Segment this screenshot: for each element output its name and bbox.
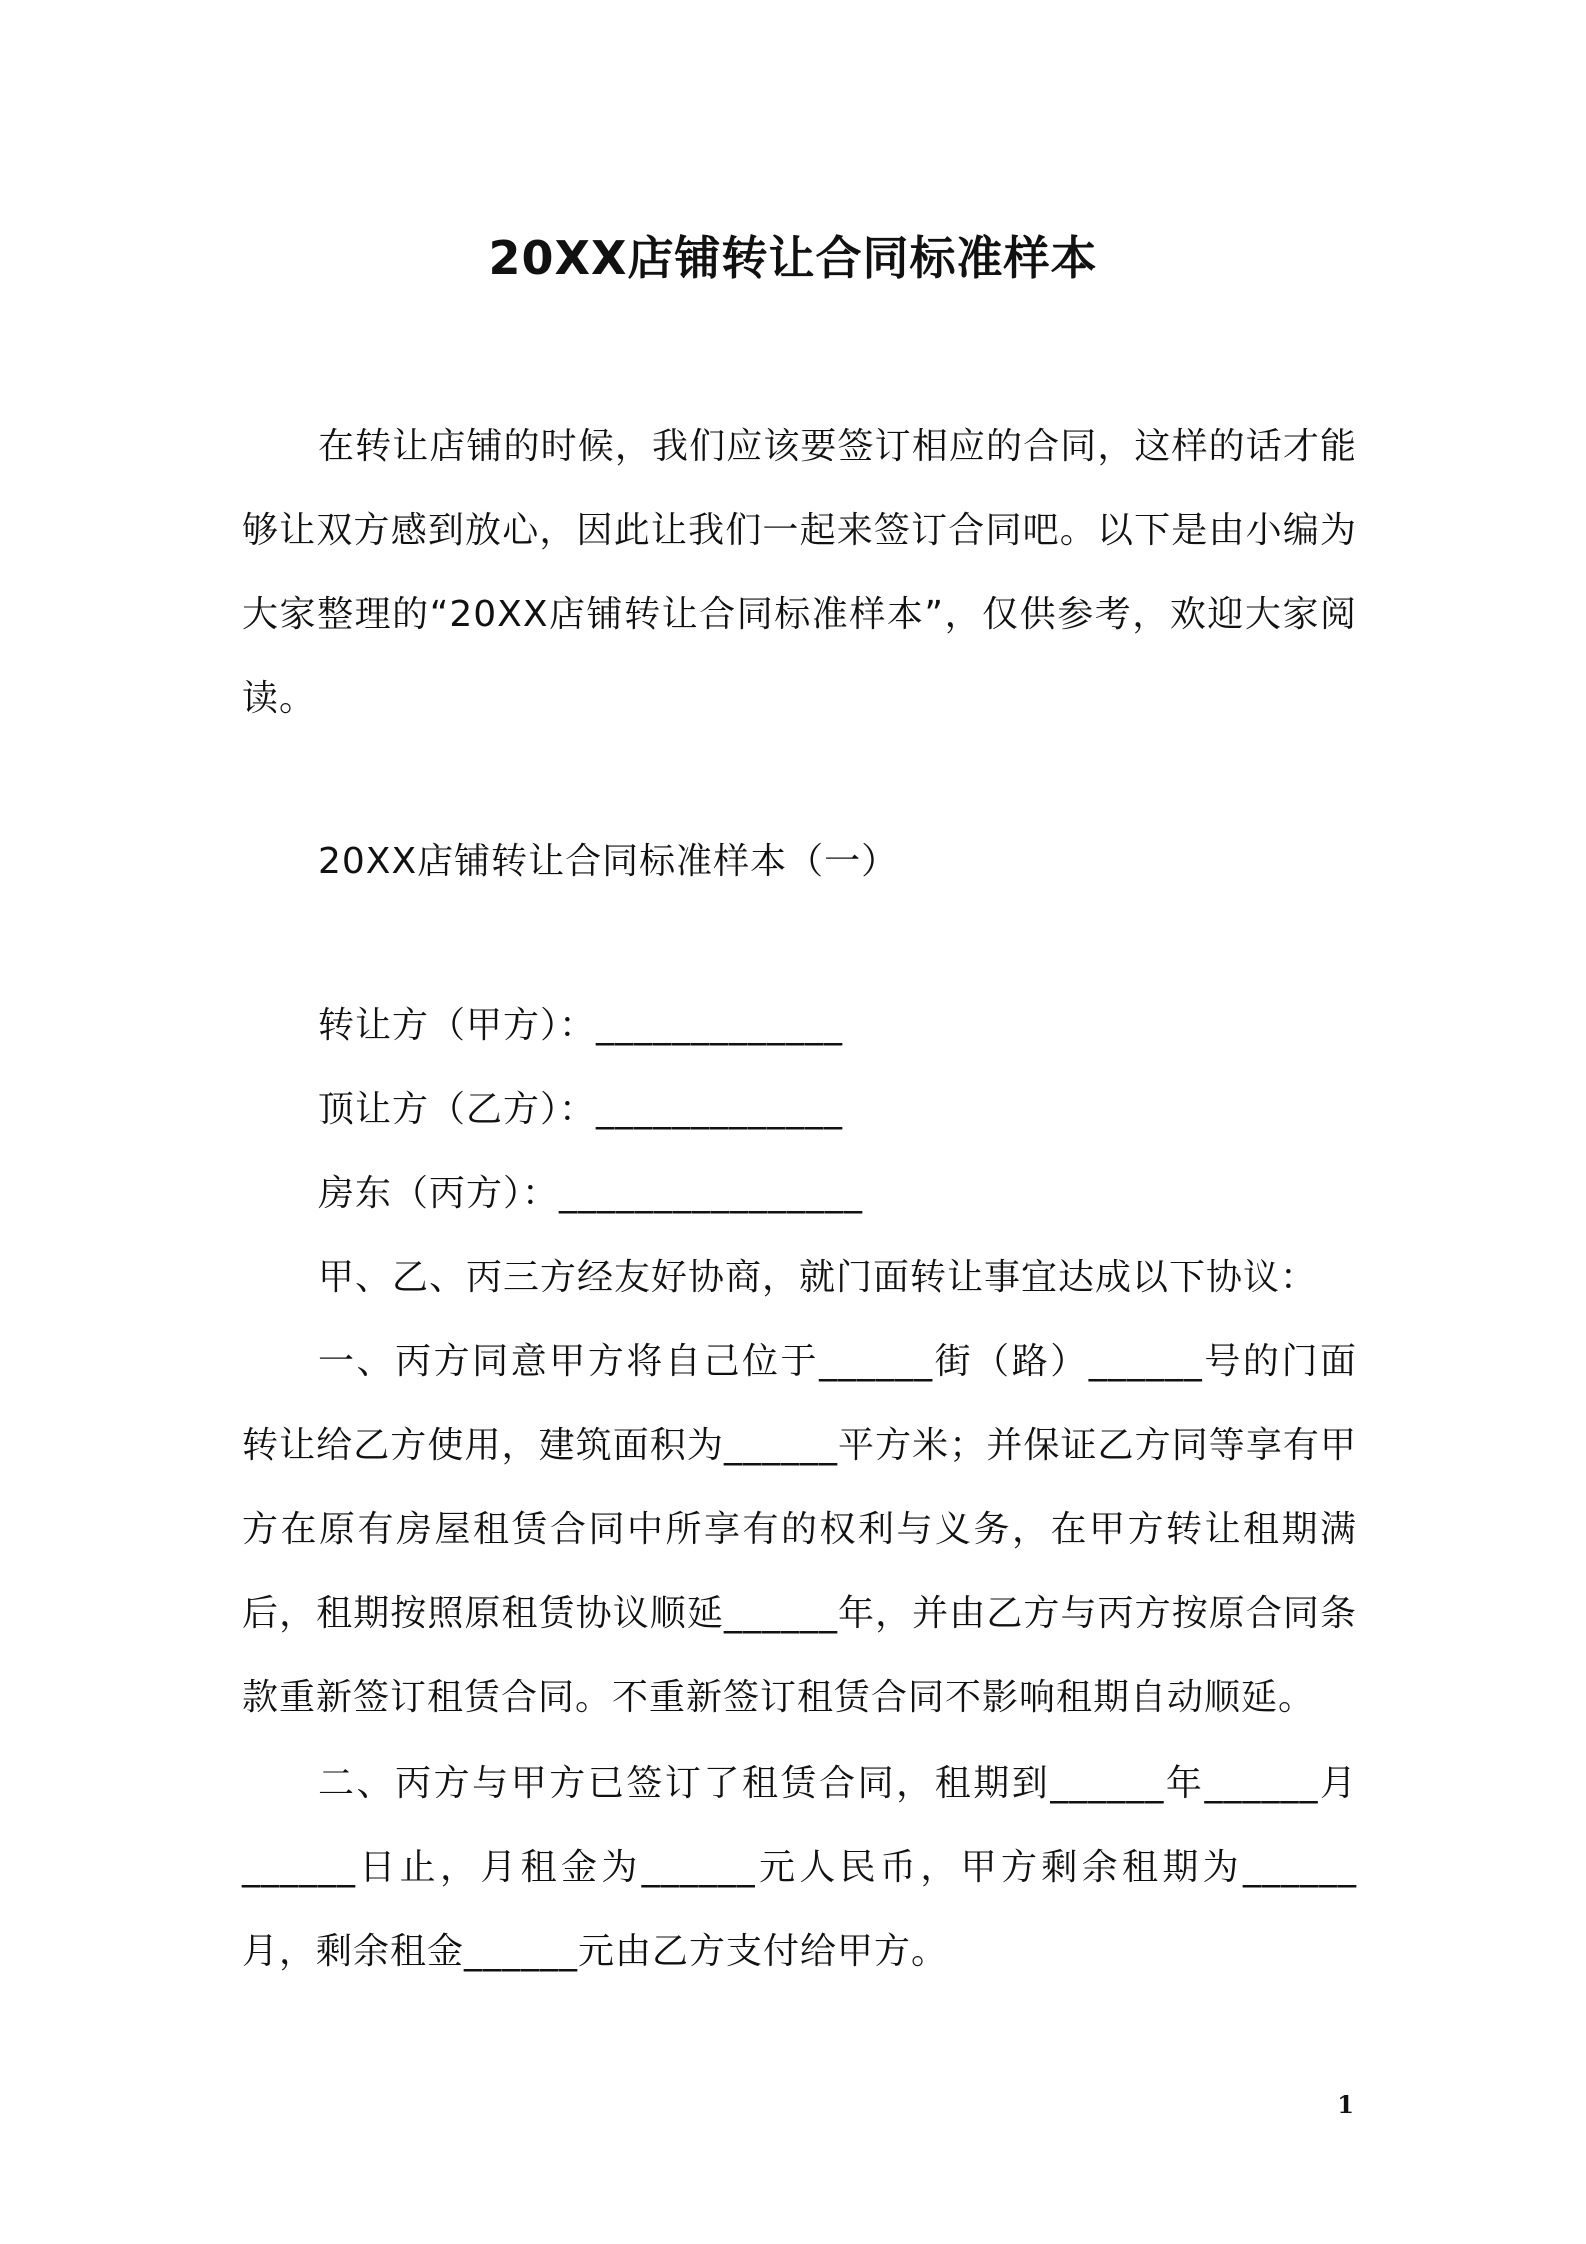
intro-paragraph: 在转让店铺的时候，我们应该要签订相应的合同，这样的话才能够让双方感到放心，因此让我们一起来签订合同吧。以下是由小编为大家整理的“20XX店铺转让合同标准样本”，仅供参考，欢迎大家阅读。	[242, 426, 1357, 719]
agreement-intro: 甲、乙、丙三方经友好协商，就门面转让事宜达成以下协议：	[318, 1257, 1318, 1298]
section-heading: 20XX店铺转让合同标准样本（一）	[318, 841, 899, 882]
clause-2-paragraph: 二、丙方与甲方已签订了租赁合同，租期到______年______月______日止，月租金为______元人民币，甲方剩余租期为______月，剩余租金______元由乙方支付给甲方。	[242, 1763, 1357, 1972]
party-a-line: 转让方（甲方）：_____________	[318, 1005, 844, 1046]
document-title: 20XX店铺转让合同标准样本	[488, 231, 1098, 285]
page-number: 1	[1337, 2090, 1354, 2119]
clause-1-paragraph: 一、丙方同意甲方将自己位于______街（路）______号的门面转让给乙方使用，建筑面积为______平方米；并保证乙方同等享有甲方在原有房屋租赁合同中所享有的权利与义务，在甲方转让租期满后，租期按照原租赁协议顺延______年，并由乙方与丙方按原合同条款重新签订租赁合同。不重新签订租赁合同不影响租期自动顺延。	[242, 1341, 1357, 1718]
party-c-line: 房东（丙方）：________________	[318, 1173, 864, 1214]
party-b-line: 顶让方（乙方）：_____________	[318, 1089, 844, 1130]
